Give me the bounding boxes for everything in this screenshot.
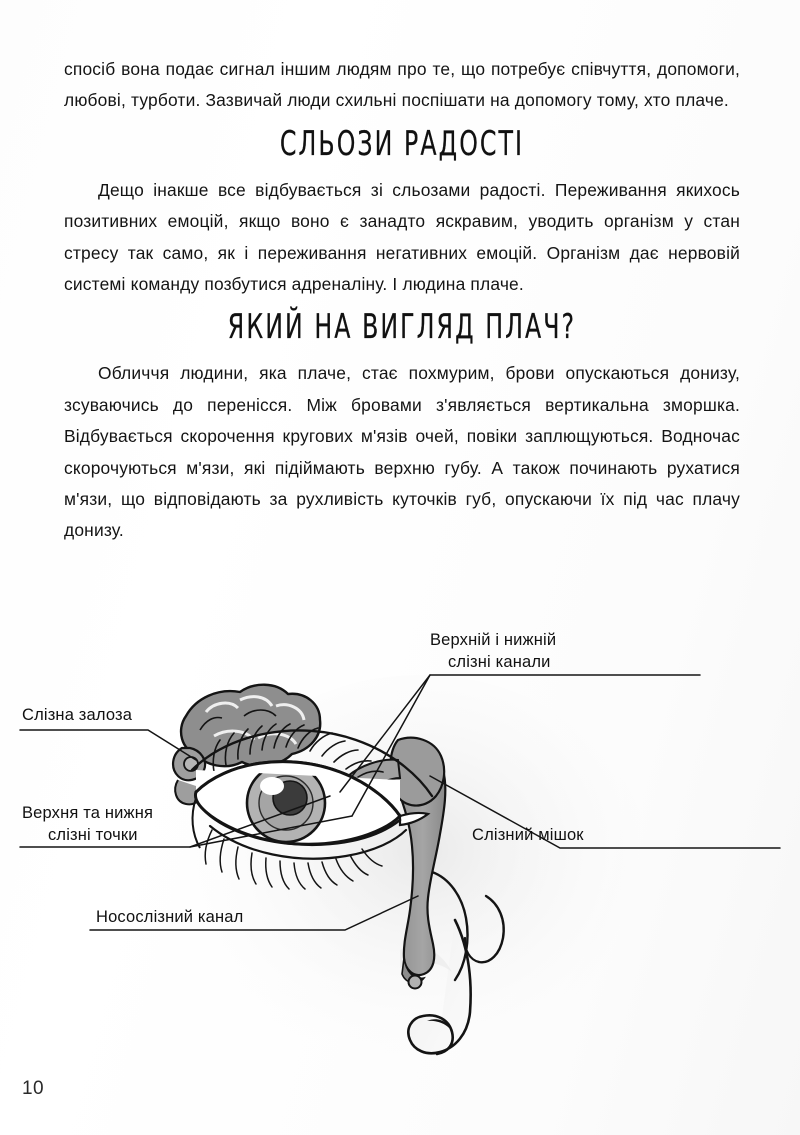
paragraph-tears-of-joy: Дещо інакше все відбувається зі сльозами радості. Переживання якихось позитивних емоцій, якщо воно є занадто яскравим, уводить організм у стан стресу так само, як і переживання негативних емоцій. Організм дає нервовій системі команду позбутися адреналіну. І людина плаче. (64, 179, 740, 295)
heading-wrapper-2 (64, 300, 740, 358)
corneal-highlight (260, 777, 284, 795)
label-lacrimal-sac: Слізний мішок (472, 826, 584, 844)
leader-lacrimal-gland (20, 730, 196, 760)
page-number: 10 (22, 1078, 44, 1099)
heading-wrapper-1 (64, 117, 740, 175)
section-heading-what-crying-looks-like: ЯКИЙ НА ВИГЛЯД ПЛАЧ? (227, 306, 577, 347)
figure-tear-apparatus (0, 620, 800, 1060)
label-puncta-line1: Верхня та нижня (22, 804, 154, 822)
label-lacrimal-gland: Слізна залоза (22, 706, 133, 724)
paragraph-continuation: спосіб вона подає сигнал іншим людям про те, що потребує співчуття, допомоги, любові, турботи. Зазвичай люди схильні поспішати на допомогу тому, хто плаче. (64, 59, 740, 111)
label-puncta-line2: слізні точки (48, 826, 138, 844)
section-heading-tears-of-joy: СЛЬОЗИ РАДОСТІ (279, 122, 525, 164)
label-canaliculi-line2: слізні канали (448, 653, 551, 671)
paragraph-what-crying-looks-like: Обличчя людини, яка плаче, стає похмурим, брови опускаються донизу, зсуваючись до перенісся. Між бровами з'являється вертикальна зморшка. Відбувається скорочення кругових м'язів очей, повіки заплющуються. Водночас скорочуються м'язи, які підіймають верхню губу. А також починають рухатися м'язи, що відповідають за рухливість куточків губ, опускаючи їх під час плачу донизу. (64, 363, 740, 541)
text-column (64, 54, 740, 547)
label-nasolacrimal-duct: Носослізний канал (96, 908, 244, 926)
label-canaliculi-line1: Верхній і нижній (430, 631, 557, 649)
